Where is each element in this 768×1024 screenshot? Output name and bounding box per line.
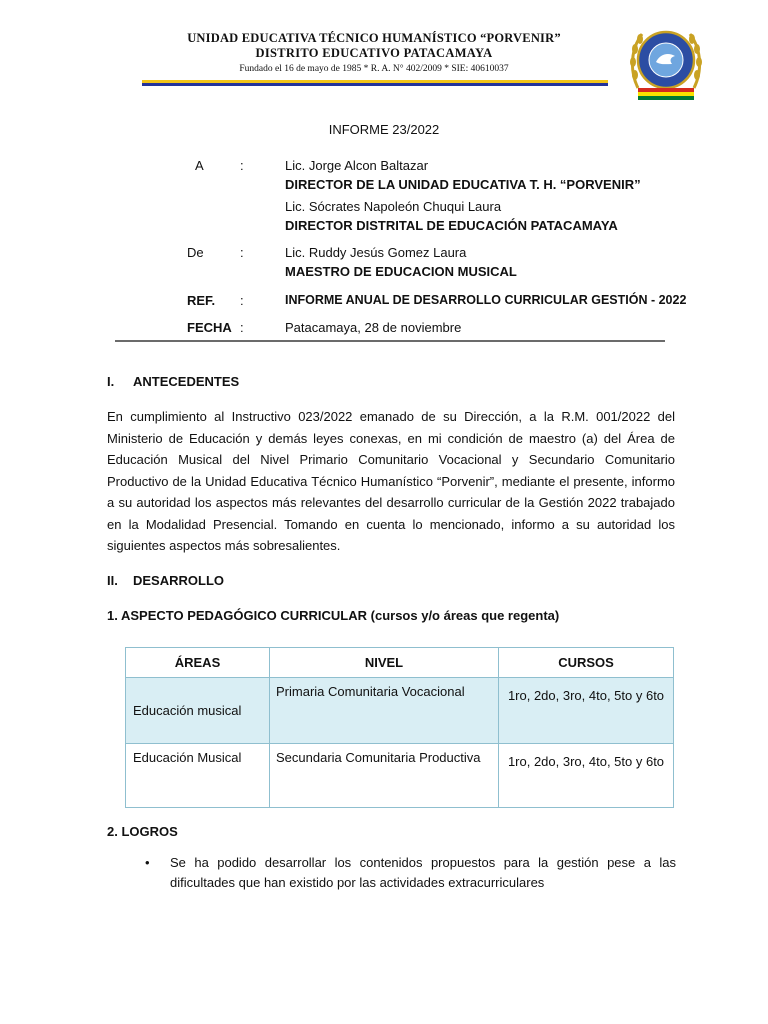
to-role-2: DIRECTOR DISTRITAL DE EDUCACIÓN PATACAMAYA — [285, 218, 618, 233]
logros-item-text: Se ha podido desarrollar los contenidos propuestos para la gestión pese a las dificultades que han existido por las actividades extracurriculares — [170, 855, 676, 890]
table-cell-area: Educación musical — [126, 678, 270, 744]
curricular-table — [125, 647, 674, 808]
ref-label: REF. — [187, 293, 216, 308]
table-cell-cursos: 1ro, 2do, 3ro, 4to, 5to y 6to — [499, 744, 674, 808]
table-cell-nivel: Secundaria Comunitaria Productiva — [270, 744, 499, 808]
subsection-1-title: 1. ASPECTO PEDAGÓGICO CURRICULAR (cursos y/o áreas que regenta) — [107, 608, 560, 623]
section-2-heading — [107, 573, 224, 588]
table-header-cursos: CURSOS — [499, 648, 674, 678]
table-header-row — [126, 648, 674, 678]
to-name-2: Lic. Sócrates Napoleón Chuqui Laura — [285, 199, 502, 214]
founding-info: Fundado el 16 de mayo de 1985 * R. A. N° 402/2009 * SIE: 40610037 — [239, 64, 509, 74]
header-rule-blue — [142, 83, 608, 86]
section-2-title: DESARROLLO — [133, 573, 224, 588]
from-name: Lic. Ruddy Jesús Gomez Laura — [285, 245, 467, 260]
ref-value: INFORME ANUAL DE DESARROLLO CURRICULAR GESTIÓN - 2022 — [285, 293, 687, 307]
table-cell-area: Educación Musical — [126, 744, 270, 808]
district-name: DISTRITO EDUCATIVO PATACAMAYA — [255, 46, 493, 60]
to-colon: : — [240, 158, 244, 173]
report-title: INFORME 23/2022 — [328, 122, 440, 137]
section-1-title: ANTECEDENTES — [133, 374, 240, 389]
table-cell-nivel: Primaria Comunitaria Vocacional — [270, 678, 499, 744]
table-header-areas: ÁREAS — [126, 648, 270, 678]
antecedentes-paragraph: En cumplimiento al Instructivo 023/2022 emanado de su Dirección, a la R.M. 001/2022 del Ministerio de Educación y demás leyes conexas, en mi condición de maestro (a) del Área de Educación Musical del Nivel Primario Comunitario Vocacional y Secundario Comunitario Productivo de la Unidad Educativa Técnico Humanístico “Porvenir”, mediante el presente, informo a su autoridad los aspectos más relevantes del desarrollo curricular de la Gestión 2022 trabajado en la Modalidad Presencial. Tomando en cuenta lo mencionado, informo a su autoridad los siguientes aspectos más sobresalientes. — [107, 409, 675, 553]
date-colon: : — [240, 320, 244, 335]
from-colon: : — [240, 245, 244, 260]
date-value: Patacamaya, 28 de noviembre — [285, 320, 462, 335]
table-row — [126, 744, 674, 808]
table-cell-cursos: 1ro, 2do, 3ro, 4to, 5to y 6to — [499, 678, 674, 744]
school-name: UNIDAD EDUCATIVA TÉCNICO HUMANÍSTICO “PORVENIR” — [187, 31, 561, 45]
section-2-number: II. — [107, 573, 118, 588]
date-label: FECHA — [187, 320, 232, 335]
to-label: A — [195, 158, 204, 173]
ref-colon: : — [240, 293, 244, 308]
section-1-heading — [107, 374, 239, 389]
header-divider — [115, 340, 665, 342]
from-label: De — [187, 245, 204, 260]
table-row — [126, 678, 674, 744]
subsection-2-title: 2. LOGROS — [107, 824, 178, 839]
school-seal-icon — [628, 20, 704, 104]
from-role: MAESTRO DE EDUCACION MUSICAL — [285, 264, 517, 279]
table-header-nivel: NIVEL — [270, 648, 499, 678]
bullet-icon: • — [145, 855, 150, 870]
to-name-1: Lic. Jorge Alcon Baltazar — [285, 158, 429, 173]
to-role-1: DIRECTOR DE LA UNIDAD EDUCATIVA T. H. “PORVENIR” — [285, 177, 641, 192]
section-1-number: I. — [107, 374, 115, 389]
